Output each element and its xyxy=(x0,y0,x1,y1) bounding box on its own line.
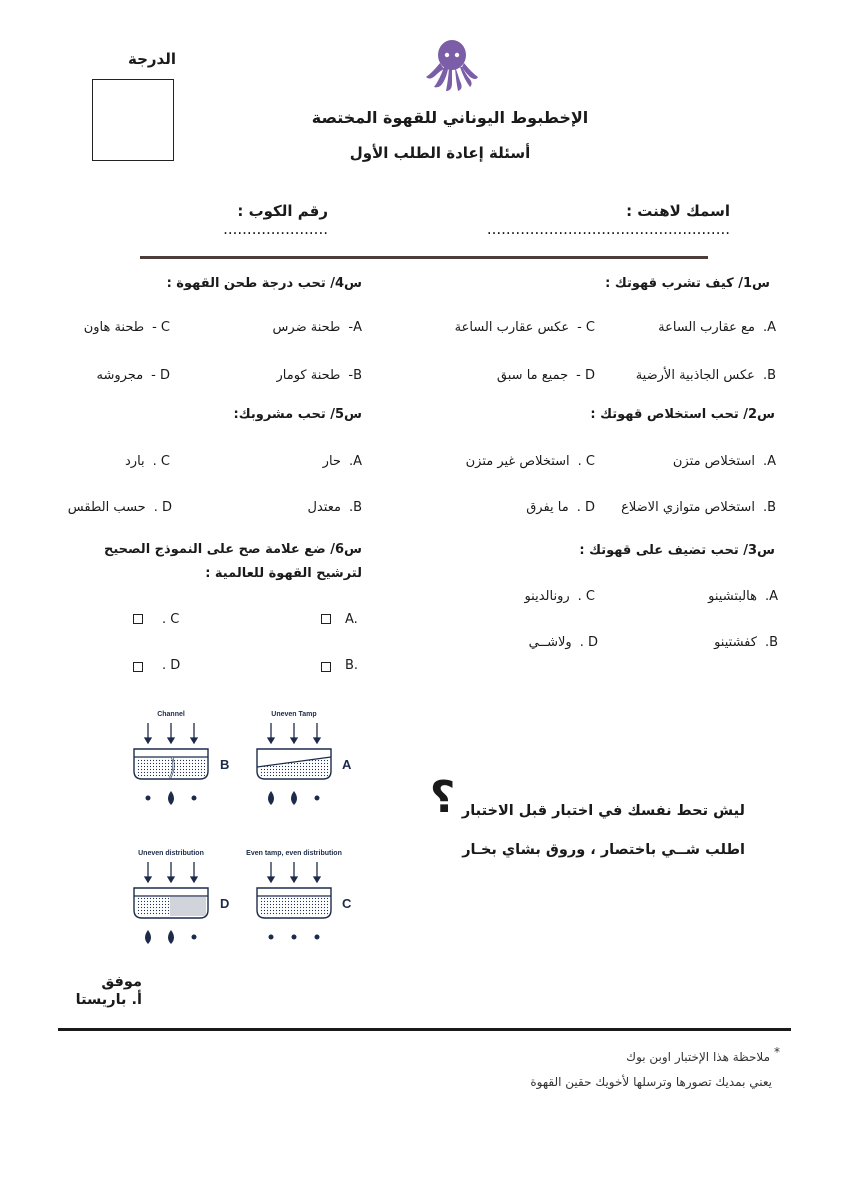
q3-c-letter: C . xyxy=(577,589,595,604)
q3-d-letter: D . xyxy=(579,635,598,650)
q2-title: س2/ تحب استخلاص قهوتك : xyxy=(590,407,775,422)
q3-b-letter: B. xyxy=(764,635,778,650)
q6-title-line1: س6/ ضع علامة صح على النموذج الصحيح xyxy=(103,542,362,557)
diagram-c-letter: C xyxy=(342,896,352,911)
footer-bullet: * xyxy=(774,1045,780,1059)
q2-d-text: ما يفرق xyxy=(526,500,569,515)
signoff-line1: موفق xyxy=(101,974,142,990)
diagram-b-channel xyxy=(134,711,229,805)
espresso-extraction-diagram xyxy=(128,705,368,955)
q4-b-text: طحنة كومار xyxy=(276,368,341,383)
q3-b-text: كفشتينو xyxy=(714,635,757,650)
diagram-a-uneven-tamp xyxy=(257,711,352,805)
q3-option-a[interactable] xyxy=(620,589,778,604)
octopus-logo-icon xyxy=(420,33,484,97)
diagram-c-caption: Even tamp, even distribution xyxy=(246,850,342,857)
q5-option-d[interactable] xyxy=(60,500,172,515)
q1-option-a[interactable] xyxy=(620,320,776,335)
question-mark-icon: ? xyxy=(430,772,456,823)
q3-c-text: رونالدينو xyxy=(524,589,570,604)
footer-note-line2: يعني بمديك تصورها وترسلها لأخويك حقين القهوة xyxy=(530,1075,772,1089)
diagram-d-letter: D xyxy=(220,896,230,911)
q4-c-letter: C - xyxy=(152,320,170,335)
q5-option-b[interactable] xyxy=(260,500,362,515)
q4-title: س4/ تحب درجة طحن القهوة : xyxy=(166,276,362,291)
signoff-line2: أ. باريستا xyxy=(75,992,142,1008)
q4-d-letter: D - xyxy=(151,368,170,383)
q5-c-text: بارد xyxy=(125,454,145,469)
q2-b-letter: B. xyxy=(762,500,776,515)
q3-a-text: هالبتشينو xyxy=(708,589,757,604)
q5-a-letter: A. xyxy=(348,454,362,469)
q3-d-text: ولاشــي xyxy=(528,635,572,650)
page-title: الإخطبوط اليوناني للقهوة المختصة xyxy=(311,108,589,127)
diagram-a-caption: Uneven Tamp xyxy=(271,711,317,718)
q4-option-a[interactable] xyxy=(230,320,362,335)
q4-c-text: طحنة هاون xyxy=(83,320,145,335)
q6-title-line2: لترشيح القهوة للعالمية : xyxy=(205,566,362,581)
q5-a-text: حار xyxy=(322,454,341,469)
q6-c-label: . C xyxy=(162,612,180,627)
side-note-line1: ليش تحط نفسك في اختبار قبل الاختبار xyxy=(461,803,745,819)
q2-d-letter: D . xyxy=(576,500,595,515)
q2-option-d[interactable] xyxy=(480,500,595,515)
q1-b-text: عكس الجاذبية الأرضية xyxy=(635,368,755,383)
diagram-b-letter: B xyxy=(220,757,230,772)
q2-c-text: استخلاص غير متزن xyxy=(465,454,570,469)
q5-c-letter: C . xyxy=(152,454,170,469)
footer-divider xyxy=(58,1028,791,1031)
q1-b-letter: B. xyxy=(762,368,776,383)
q3-option-d[interactable] xyxy=(470,635,598,650)
q5-title: س5/ تحب مشروبك: xyxy=(233,407,362,422)
side-note-line2: اطلب شــي باختصار ، وروق بشاي بخـار xyxy=(462,842,745,858)
name-dots: ................................................... xyxy=(486,220,730,238)
q2-b-text: استخلاص متوازي الاضلاع xyxy=(621,500,755,515)
q6-b-checkbox[interactable] xyxy=(321,662,331,672)
grade-box xyxy=(92,79,174,161)
diagram-d-uneven-distribution xyxy=(134,850,229,944)
q1-a-text: مع عقارب الساعة xyxy=(658,320,755,335)
q3-option-c[interactable] xyxy=(470,589,595,604)
q1-option-c[interactable] xyxy=(430,320,595,335)
q2-option-a[interactable] xyxy=(620,454,776,469)
q2-option-c[interactable] xyxy=(440,454,595,469)
q4-option-d[interactable] xyxy=(70,368,170,383)
q4-option-b[interactable] xyxy=(230,368,362,383)
cup-dots: ...................... xyxy=(223,220,328,238)
diagram-c-even-tamp xyxy=(246,850,352,940)
q5-b-letter: B. xyxy=(348,500,362,515)
cup-field[interactable] xyxy=(130,202,328,238)
q5-d-text: حسب الطقس xyxy=(67,500,146,515)
page-subtitle: أسئلة إعادة الطلب الأول xyxy=(349,144,531,162)
q1-a-letter: A. xyxy=(762,320,776,335)
q1-title: س1/ كيف تشرب قهوتك : xyxy=(605,276,770,291)
header-divider xyxy=(140,256,708,259)
q6-c-checkbox[interactable] xyxy=(133,614,143,624)
q4-b-letter: B- xyxy=(348,368,362,383)
q1-d-text: جميع ما سبق xyxy=(496,368,569,383)
q1-c-text: عكس عقارب الساعة xyxy=(454,320,570,335)
q5-b-text: معتدل xyxy=(307,500,341,515)
q1-d-letter: D - xyxy=(576,368,595,383)
q4-a-text: طحنة ضرس xyxy=(272,320,341,335)
footer-note-line1: ملاحظة هذا الإختبار اوبن بوك xyxy=(626,1050,770,1064)
q6-d-checkbox[interactable] xyxy=(133,662,143,672)
diagram-a-letter: A xyxy=(342,757,352,772)
cup-label: رقم الكوب : xyxy=(237,202,328,220)
q6-d-label: . D xyxy=(162,658,181,673)
q4-d-text: مجروشه xyxy=(96,368,144,383)
grade-label: الدرجة xyxy=(128,50,176,68)
q5-d-letter: D . xyxy=(153,500,172,515)
q2-a-text: استخلاص متزن xyxy=(672,454,755,469)
q3-option-b[interactable] xyxy=(620,635,778,650)
name-label: اسمك لاهنت : xyxy=(626,202,730,220)
q3-title: س3/ تحب تضيف على قهوتك : xyxy=(579,543,775,558)
q3-a-letter: A. xyxy=(764,589,778,604)
q6-a-checkbox[interactable] xyxy=(321,614,331,624)
q2-c-letter: C . xyxy=(577,454,595,469)
diagram-b-caption: Channel xyxy=(157,711,185,718)
q1-option-d[interactable] xyxy=(440,368,595,383)
q2-option-b[interactable] xyxy=(596,500,776,515)
q6-a-label: A. xyxy=(345,612,358,627)
q4-option-c[interactable] xyxy=(60,320,170,335)
name-field[interactable] xyxy=(408,202,730,238)
q2-a-letter: A. xyxy=(762,454,776,469)
q1-option-b[interactable] xyxy=(600,368,776,383)
diagram-d-caption: Uneven distribution xyxy=(138,850,204,857)
q6-b-label: B. xyxy=(345,658,359,673)
q5-option-c[interactable] xyxy=(90,454,170,469)
q4-a-letter: A- xyxy=(348,320,362,335)
q1-c-letter: C - xyxy=(577,320,595,335)
q5-option-a[interactable] xyxy=(260,454,362,469)
